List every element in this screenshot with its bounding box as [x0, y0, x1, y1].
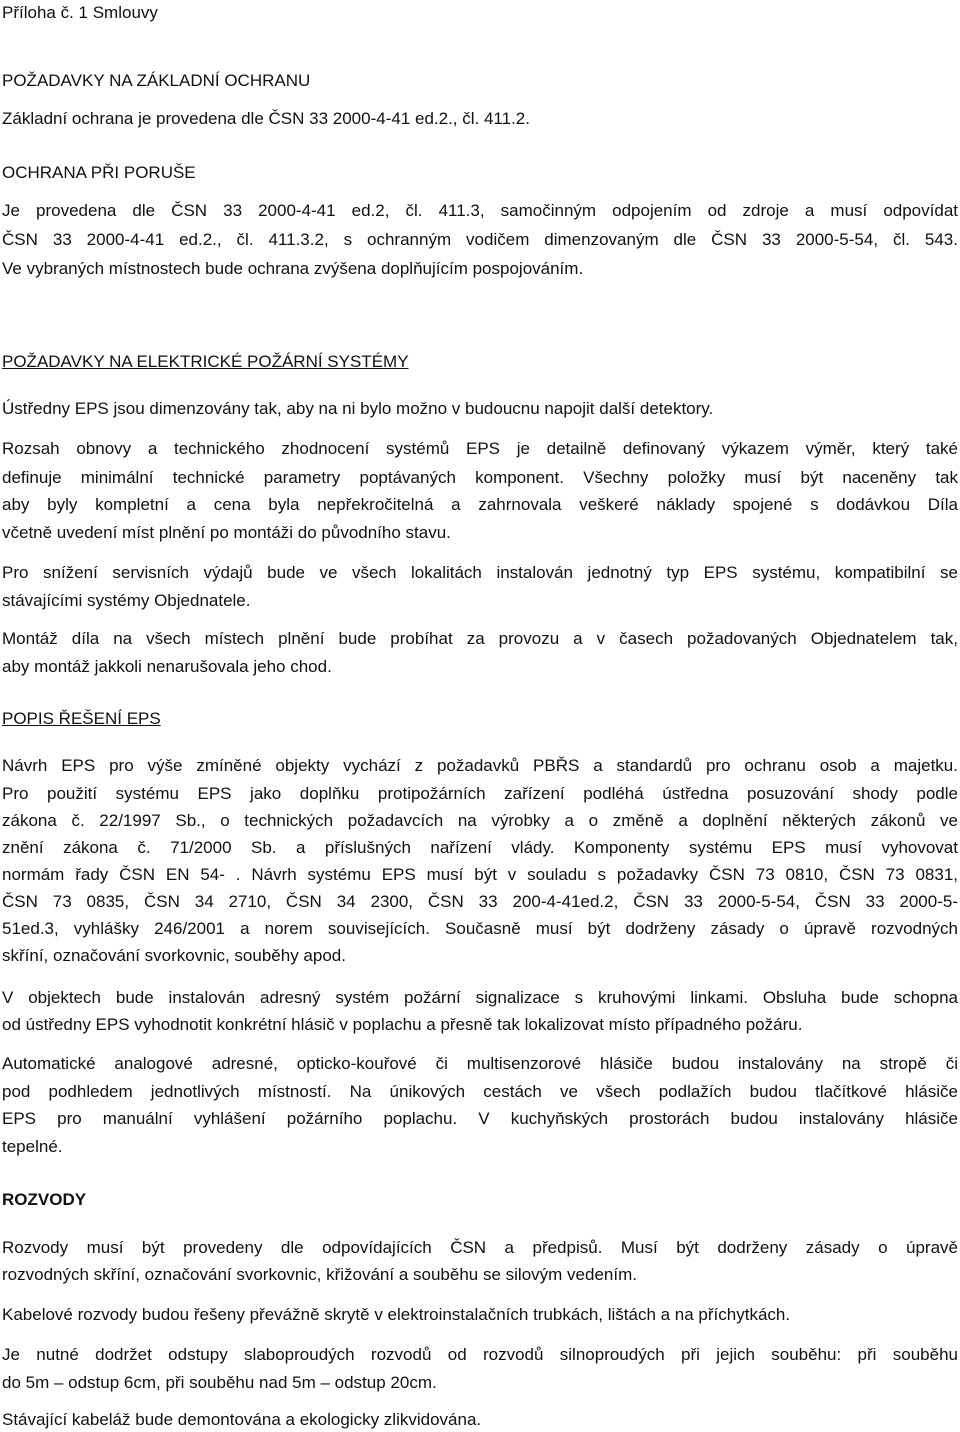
wiring-paragraph-line: do 5m – odstup 6cm, při souběhu nad 5m – odstup 20cm. [2, 1373, 437, 1392]
heading-solution: POPIS ŘEŠENÍ EPS [2, 709, 161, 728]
solution-paragraph-line: EPS pro manuální vyhlášení požárního poplachu. V kuchyňských prostorách budou instalovány hlásiče [2, 1109, 958, 1128]
heading-basic-protection: POŽADAVKY NA ZÁKLADNÍ OCHRANU [2, 71, 311, 90]
fault-text-line: ČSN 33 2000-4-41 ed.2., čl. 411.3.2, s ochranným vodičem dimenzovaným dle ČSN 33 2000-5-54, čl. 543. [2, 230, 958, 249]
solution-paragraph-line: tepelné. [2, 1137, 63, 1156]
heading-eps-requirements: POŽADAVKY NA ELEKTRICKÉ POŽÁRNÍ SYSTÉMY [2, 352, 409, 371]
solution-paragraph-line: V objektech bude instalován adresný systém požární signalizace s kruhovými linkami. Obsluha bude schopna [2, 988, 958, 1007]
fault-text-line: Je provedena dle ČSN 33 2000-4-41 ed.2, čl. 411.3, samočinným odpojením od zdroje a musí odpovídat [2, 201, 958, 220]
eps-req-paragraph: Ústředny EPS jsou dimenzovány tak, aby na ni bylo možno v budoucnu napojit další detektory. [2, 399, 714, 418]
eps-req-paragraph-line: Pro snížení servisních výdajů bude ve všech lokalitách instalován jednotný typ EPS systému, kompatibilní se [2, 563, 958, 582]
solution-paragraph-line: normám řady ČSN EN 54- . Návrh systému EPS musí být v souladu s požadavky ČSN 73 0810, ČSN 73 0831, [2, 865, 958, 884]
solution-paragraph-line: pod podhledem jednotlivých místností. Na únikových cestách ve všech podlažích budou tlačítkové hlásiče [2, 1082, 958, 1101]
solution-paragraph-line: znění zákona č. 71/2000 Sb. a příslušných nařízení vlády. Komponenty systému EPS musí vyhovovat [2, 838, 958, 857]
wiring-paragraph-line: Rozvody musí být provedeny dle odpovídajících ČSN a předpisů. Musí být dodrženy zásady o úpravě [2, 1238, 958, 1257]
solution-paragraph-line: 51ed.3, vyhlášky 246/2001 a norem souvisejících. Současně musí být dodrženy zásady o úpravě rozvodných [2, 919, 958, 938]
heading-wiring: ROZVODY [2, 1190, 87, 1209]
wiring-paragraph-line: rozvodných skříní, označování svorkovnic, křižování a souběhu se silovým vedením. [2, 1265, 637, 1284]
eps-req-paragraph-line: včetně uvedení míst plnění po montáži do původního stavu. [2, 523, 451, 542]
solution-paragraph-line: ČSN 73 0835, ČSN 34 2710, ČSN 34 2300, ČSN 33 200-4-41ed.2, ČSN 33 2000-5-54, ČSN 33 2000-5- [2, 892, 958, 911]
solution-paragraph-line: Návrh EPS pro výše zmíněné objekty vychází z požadavků PBŘS a standardů pro ochranu osob a majetku. [2, 756, 958, 775]
solution-paragraph-line: Pro použití systému EPS jako doplňku protipožárních zařízení podléhá ústředna posuzování shody podle [2, 784, 958, 803]
solution-paragraph-line: skříní, označování svorkovnic, souběhy apod. [2, 946, 346, 965]
solution-paragraph-line: od ústředny EPS vyhodnotit konkrétní hlásič v poplachu a přesně tak lokalizovat místo případného požáru. [2, 1015, 803, 1034]
eps-req-paragraph-line: definuje minimální technické parametry poptávaných komponent. Všechny položky musí být naceněny tak [2, 468, 958, 487]
solution-paragraph-line: Automatické analogové adresné, opticko-kouřové či multisenzorové hlásiče budou instalovány na stropě či [2, 1054, 958, 1073]
eps-req-paragraph-line: stávajícími systémy Objednatele. [2, 591, 251, 610]
fault-text-line: Ve vybraných místnostech bude ochrana zvýšena doplňujícím pospojováním. [2, 259, 584, 278]
attachment-header: Příloha č. 1 Smlouvy [2, 3, 158, 22]
heading-fault-protection: OCHRANA PŘI PORUŠE [2, 163, 196, 182]
eps-req-paragraph-line: aby montáž jakkoli nenarušovala jeho chod. [2, 657, 332, 676]
eps-req-paragraph-line: aby byly kompletní a cena byla nepřekročitelná a zahrnovala veškeré náklady spojené s dodávkou Díla [2, 495, 958, 514]
eps-req-paragraph-line: Rozsah obnovy a technického zhodnocení systémů EPS je detailně definovaný výkazem výměr, který také [2, 439, 958, 458]
wiring-paragraph: Stávající kabeláž bude demontována a ekologicky zlikvidována. [2, 1410, 482, 1429]
wiring-paragraph-line: Je nutné dodržet odstupy slaboproudých rozvodů od rozvodů silnoproudých při jejich souběhu: při souběhu [2, 1345, 958, 1364]
eps-req-paragraph-line: Montáž díla na všech místech plnění bude probíhat za provozu a v časech požadovaných Objednatelem tak, [2, 629, 958, 648]
solution-paragraph-line: zákona č. 22/1997 Sb., o technických požadavcích na výrobky a o změně a doplnění některých zákonů ve [2, 811, 958, 830]
wiring-paragraph: Kabelové rozvody budou řešeny převážně skrytě v elektroinstalačních trubkách, lištách a na příchytkách. [2, 1305, 791, 1324]
basic-protection-text: Základní ochrana je provedena dle ČSN 33 2000-4-41 ed.2., čl. 411.2. [2, 109, 530, 128]
